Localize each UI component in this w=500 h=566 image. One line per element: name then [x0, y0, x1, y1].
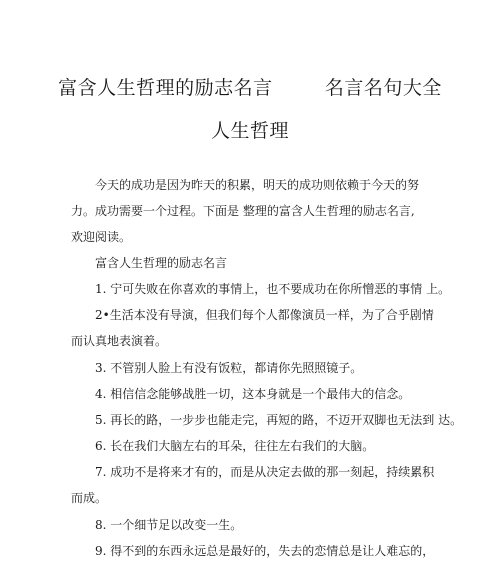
intro-line-2: 力。成功需要一个过程。下面是 整理的富含人生哲理的励志名言, [71, 204, 415, 218]
document-title-line-1: 富含人生哲理的励志名言 名言名句大全 [58, 77, 442, 99]
quote-6: 6. 长在我们大脑左右的耳朵，往往左右我们的大脑。 [95, 439, 375, 453]
quote-1: 1. 宁可失败在你喜欢的事情上，也不要成功在你所憎恶的事情 上。 [95, 282, 451, 296]
quote-7: 7. 成功不是将来才有的，而是从决定去做的那一刻起，持续累积 [95, 465, 435, 479]
quote-8: 8. 一个细节足以改变一生。 [95, 518, 243, 532]
quote-2-continuation: 而认真地表演着。 [71, 334, 168, 348]
quote-4: 4. 相信信念能够战胜一切，这本身就是一个最伟大的信念。 [95, 387, 411, 401]
quote-5: 5. 再长的路，一步步也能走完，再短的路，不迈开双脚也无法到 达。 [95, 413, 463, 427]
intro-line-3: 欢迎阅读。 [71, 230, 132, 244]
quote-2: 2•生活本没有导演，但我们每个人都像演员一样，为了合乎剧情 [95, 308, 434, 322]
quote-3: 3. 不管别人脸上有没有饭粒，都请你先照照镜子。 [95, 361, 363, 375]
quote-9: 9. 得不到的东西永远总是最好的，失去的恋情总是让人难忘的， [95, 544, 435, 558]
section-heading: 富含人生哲理的励志名言 [95, 256, 228, 270]
intro-line-1: 今天的成功是因为昨天的积累，明天的成功则依赖于今天的努 [95, 178, 420, 192]
document-title-line-2: 人生哲理 [210, 120, 289, 142]
quote-7-continuation: 而成。 [71, 491, 108, 505]
